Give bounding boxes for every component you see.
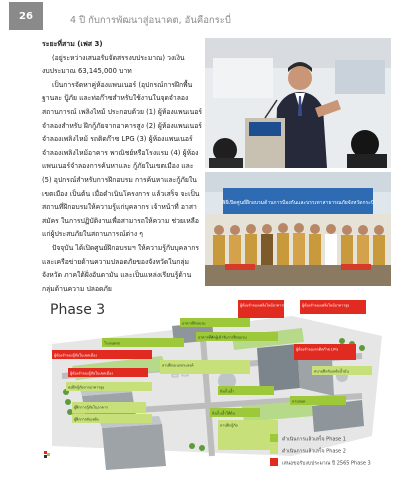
corner-dot-dark [44,455,47,458]
photo-speaker [205,38,391,168]
legend-label: เสนอขอรับงบประมาณ ปี 2565 Phase 3 [282,460,371,467]
plan-label-text: หอฝึกกู้ภัยจากอาคารสูง [68,385,105,390]
plan-label-box [294,344,356,360]
plan-label-text: ผู้ห้องจำลองกู้ภัยในเขตเมือง [70,371,114,376]
plan-title: Phase 3 [50,302,106,318]
plan-label-text: ถังเก็บน้ำใต้ดิน [212,411,235,416]
legend-label: ดำเนินการแล้วเสร็จ Phase 1 [282,436,346,443]
section-heading: ระยะที่สาม (เฟส 3) [42,40,103,48]
legend-swatch [270,434,278,442]
site-plan [42,296,386,480]
plan-label-text: ผู้ห้องจำลองเพลิงไหม้อาคารพาณิชย์ [240,303,296,308]
plan-label-text: ผู้ฝึกการดับเพลิง [74,417,99,422]
plan-label-text: ลานฝึกกู้ภัย [220,423,238,428]
plan-label-text: สนามฝึกดับเพลิงน้ำมัน [314,369,349,374]
paragraph-1: เป็นการจัดหาคู่ห้องแพนเนอร์ (อุปกรณ์การฝึกพื้นฐานละ ปู้ภัย และท่อก๊าซสำหรับใช้งานในจุดจำลองสถานการณ์ เพลิงไหม้ ประกอบด้วย (1) ผู้ห้องแพนเนอร์จำลองสำหรับ ฝึกกู้ภัยจากอาคารสูง (2) ผู้ห้องแพนเนอร์จำลองเพลิงไหม้ รถติดก๊าซ LPG (3) ผู้ห้องแพนเนอร์จำลองเพลิงไหม้อาคาร พาณิชย์หรือโรงแรม (4) ผู้ห้องแพนเนอร์จำลองการค้นหาและ กู้ภัยในเขตเมือง และ (5) อุปกรณ์สำหรับการฝึกอบรม การค้นหาและกู้ภัยในเขตเมือง เป็นต้น เมื่อดำเนินโครงการ แล้วเสร็จ จะเป็นสถานที่ฝึกอบรมให้ความรู้แก่บุคลากร เจ้าหน้าที่ อาสาสมัคร ในการปฏิบัติงานเพื่อสามารถให้ความ ช่วยเหลือแก่ผู้ประสบภัยในสถานการณ์ต่าง ๆ [42,80,202,239]
plan-label-text: ผู้ห้องจำลองกู้ภัยในเขตเมือง [54,353,98,358]
photo-group [205,172,391,286]
legend-swatch [270,446,278,454]
banner-text: พิธีเปิดศูนย์ฝึกอบรมด้านการป้องกันและบรรเทาสาธารณภัยจังหวัดกระบี่ [221,200,375,206]
budget-line: (อยู่ระหว่างเสนอรับจัดสรรงบประมาณ) วงเงิน [52,53,185,62]
plan-label-text: ถังเก็บน้ำ [220,389,235,394]
page-number: 26 [9,2,43,30]
paragraph-2: ปัจจุบัน ได้เปิดศูนย์ฝึกอบรมฯ ให้ความรู้กับบุคลากร และเครือข่ายด้านความปลอดภัยของจังหวัดในกลุ่มจังหวัด ภาคใต้ฝั่งอันดามัน และเป็นแหล่งเรียนรู้ด้านกลุ่มด้านความ ปลอดภัย [42,243,199,293]
plan-label-text: ผู้ห้องจำลองเพลิงไหม้อาคารสูง [302,303,350,308]
plan-label-text: อาคารที่พักผู้เข้ารับการฝึกอบรม [198,335,247,340]
plan-label-text: ลานฝึกอเนกประสงค์ [162,363,194,368]
plan-label-text: โรงจอดรถ [104,341,121,346]
legend-label: ดำเนินการแล้วเสร็จ Phase 2 [282,448,346,455]
plan-label-text: ลานจอด [292,399,306,404]
plan-label-text: อาคารฝึกอบรม [182,321,206,326]
plan-label-text: ผู้ห้องจำลองรถติดก๊าซ LPG [296,347,339,352]
legend-swatch [270,458,278,466]
budget-value: งบประมาณ 63,145,000 บาท [42,67,132,76]
corner-dot-green [47,453,50,456]
running-title: 4 ปี กับการพัฒนาสู่อนาคต, อันคือกระบี่ [70,15,231,26]
plan-label-text: ผู้ฝึกการกู้ภัยในอาคาร [74,405,108,410]
article-body [42,38,202,296]
group-people [213,223,385,265]
